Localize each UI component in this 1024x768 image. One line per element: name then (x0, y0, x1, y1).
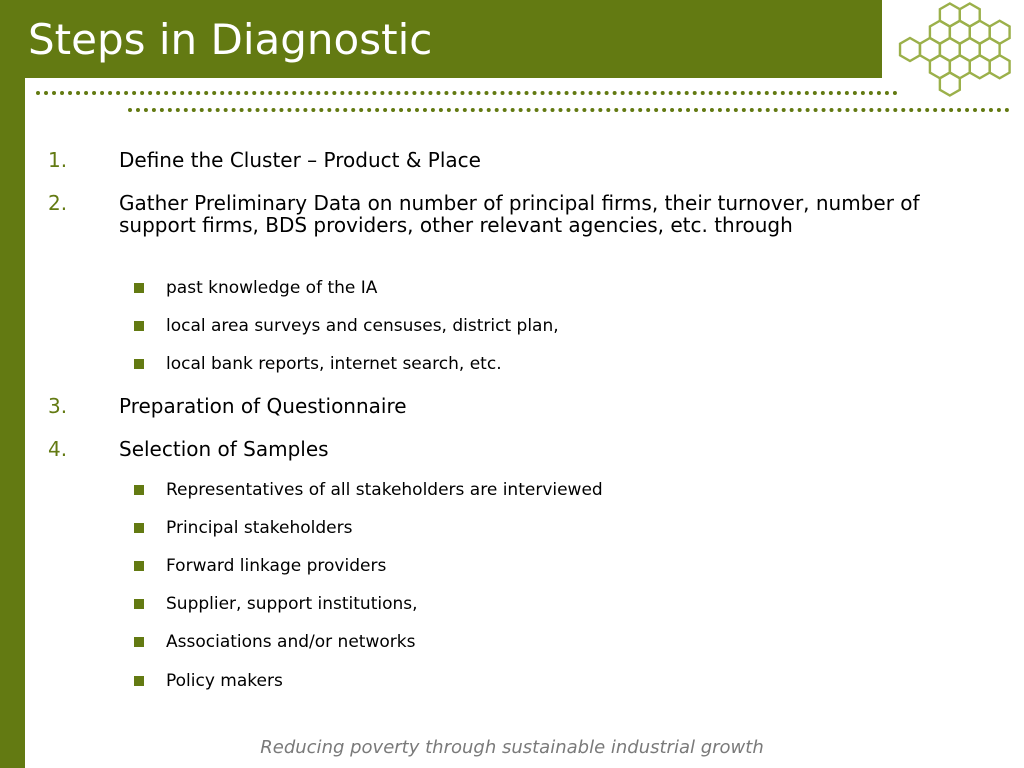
item-text: Preparation of Questionnaire (119, 394, 407, 418)
item-number: 2. (48, 191, 68, 215)
square-bullet-icon (134, 676, 144, 686)
item-text: Selection of Samples (119, 437, 329, 461)
square-bullet-icon (134, 283, 144, 293)
item-number: 3. (48, 394, 68, 418)
square-bullet-icon (134, 523, 144, 533)
bullet-text: Forward linkage providers (166, 556, 387, 576)
bullet-text: Supplier, support institutions, (166, 594, 418, 614)
slide-title: Steps in Diagnostic (28, 15, 433, 64)
item-number: 1. (48, 148, 68, 172)
item-text: Gather Preliminary Data on number of principal firms, their turnover, number of support firms, BDS providers, other relevant agencies, etc. through (119, 191, 920, 237)
item-number: 4. (48, 437, 68, 461)
bullet-text: Policy makers (166, 671, 283, 691)
square-bullet-icon (134, 561, 144, 571)
footer-tagline: Reducing poverty through sustainable industrial growth (260, 737, 764, 758)
item-text: Define the Cluster – Product & Place (119, 148, 481, 172)
square-bullet-icon (134, 485, 144, 495)
bullet-text: past knowledge of the IA (166, 278, 378, 298)
bullet-text: Representatives of all stakeholders are interviewed (166, 480, 603, 500)
square-bullet-icon (134, 321, 144, 331)
bullet-text: Associations and/or networks (166, 632, 416, 652)
square-bullet-icon (134, 599, 144, 609)
bullet-text: local bank reports, internet search, etc. (166, 354, 502, 374)
bullet-text: Principal stakeholders (166, 518, 353, 538)
square-bullet-icon (134, 637, 144, 647)
square-bullet-icon (134, 359, 144, 369)
bullet-text: local area surveys and censuses, district plan, (166, 316, 559, 336)
